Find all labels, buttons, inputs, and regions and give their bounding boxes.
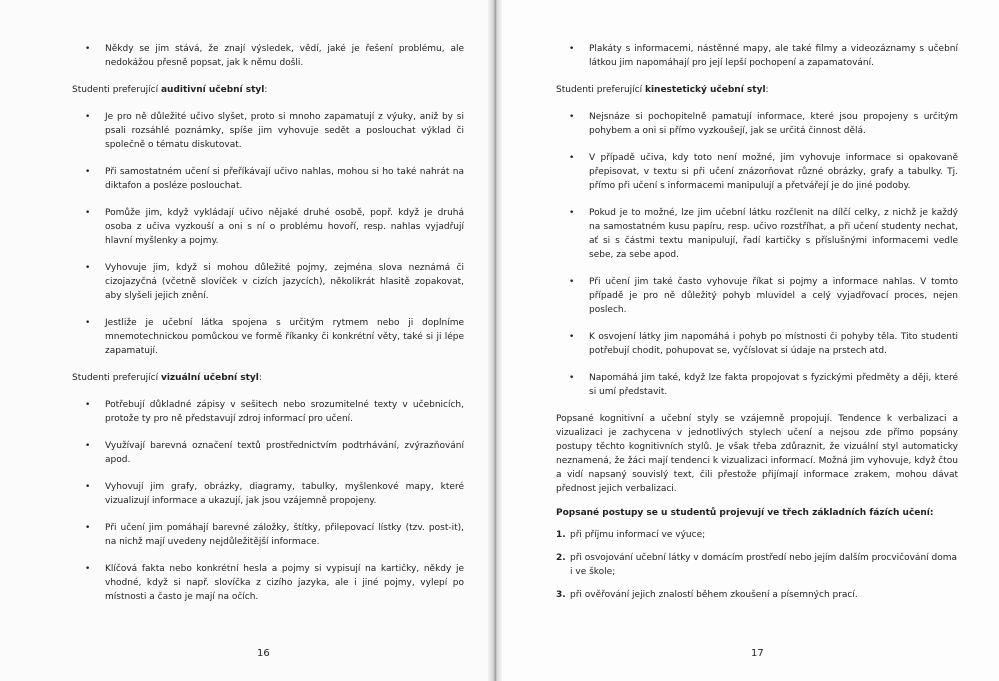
bullet-icon: • — [85, 564, 91, 574]
auditory-list — [72, 110, 464, 358]
list-item: • Při samostatném učení si přeříkávají učivo nahlas, mohou si ho také nahrát na diktafon a posléze poslouchat. — [85, 167, 464, 191]
list-item: • K osvojení látky jim napomáhá i pohyb po místnosti či pohyby těla. Tito studenti potřebují chodit, pohupovat se, vyčíslovat si údaje na prstech atd. — [569, 332, 958, 356]
list-item: • V případě učiva, kdy toto není možné, jim vyhovuje informace si opakovaně přepisovat, v textu si při učení znázorňovat různé obrázky, grafy a tabulky. Tj. přímo při učení s informacemi manipulují a přetvářejí je do jiné podoby. — [569, 153, 958, 191]
left-page — [0, 0, 494, 681]
bullet-icon: • — [85, 482, 91, 492]
list-item: • Využívají barevná označení textů prostřednictvím podtrhávání, zvýrazňování apod. — [85, 441, 464, 465]
list-item: • Někdy se jim stává, že znají výsledek, vědí, jaké je řešení problému, ale nedokážou přesně popsat, jak k němu došli. — [85, 44, 464, 68]
list-item: 3. při ověřování jejich znalostí během zkoušení a písemných prací. — [556, 590, 858, 600]
bullet-icon: • — [85, 208, 91, 218]
list-item: 2. při osvojování učební látky v domácím prostředí nebo jejím dalším procvičování doma i ve škole; — [556, 553, 958, 577]
list-item: • Klíčová fakta nebo konkrétní hesla a pojmy si vypisují na kartičky, někdy je vhodné, když si např. slovíčka z cizího jazyka, ale i jiné pojmy, vylepí po místnosti a často je mají na očích. — [85, 564, 464, 602]
book-gutter — [488, 0, 502, 681]
list-item: • Vyhovuje jim, když si mohou důležité pojmy, zejména slova neznámá či cizojazyčná (včetně slovíček v cizích jazycích), několikrát hlasitě zopakovat, aby slyšeli jejich znění. — [85, 263, 464, 301]
bullet-icon: • — [569, 153, 575, 163]
right-intro-list — [556, 42, 958, 70]
bullet-icon: • — [569, 44, 575, 54]
phases-list — [556, 528, 958, 602]
left-page-content — [72, 42, 464, 617]
bullet-icon: • — [85, 167, 91, 177]
bullet-icon: • — [85, 318, 91, 328]
bullet-icon: • — [569, 277, 575, 287]
page-number: 17 — [751, 648, 764, 659]
right-page — [494, 0, 999, 681]
right-page-content — [556, 42, 958, 611]
bullet-icon: • — [85, 400, 91, 410]
bullet-icon: • — [85, 523, 91, 533]
list-item: • Jestliže je učební látka spojena s určitým rytmem nebo ji doplníme mnemotechnickou pomůckou ve formě říkanky či konkrétní věty, také si ji lépe zapamatují. — [85, 318, 464, 356]
left-intro-list — [72, 42, 464, 70]
bullet-icon: • — [85, 263, 91, 273]
bullet-icon: • — [569, 373, 575, 383]
list-item: • Pomůže jim, když vykládají učivo nějaké druhé osobě, popř. když je druhá osoba z učiva vyzkouší a oni s ní o problému hovoří, resp. nahlas vyjadřují hlavní myšlenky a pojmy. — [85, 208, 464, 246]
list-item: • Pokud je to možné, lze jim učební látku rozčlenit na dílčí celky, z nichž je každý na samostatném kusu papíru, resp. učivo rozstříhat, a při učení studenty nechat, ať si s částmi textu manipulují, řadí kartičky s příslušnými informacemi vedle sebe, za sebe apod. — [569, 208, 958, 260]
list-item: • Napomáhá jim také, když lze fakta propojovat s fyzickými předměty a ději, které si umí představit. — [569, 373, 958, 397]
bullet-icon: • — [85, 112, 91, 122]
summary-paragraph: Popsané kognitivní a učební styly se vzájemně propojují. Tendence k verbalizaci a vizualizaci je zachycena v jednotlivých stylech učení a nejsou zde přímo popsány postupy těchto kognitivních stylů. Je však třeba zdůraznit, že vizuální styl automaticky neznamená, že žáci mají tendenci k vizualizaci informací. Možná jim vyhovuje, když čtou a vidí napsaný souvislý text, čili přestože přijímají informace zrakem, mohou dávat přednost jejich verbalizaci. — [556, 414, 958, 494]
bullet-icon: • — [85, 441, 91, 451]
page-number: 16 — [257, 648, 270, 659]
visual-list — [72, 398, 464, 604]
list-item: • Při učení jim pomáhají barevné záložky, štítky, přilepovací lístky (tzv. post-it), na nichž mají uvedeny nejdůležitější informace. — [85, 523, 464, 547]
list-item: • Potřebují důkladné zápisy v sešitech nebo srozumitelné texty v učebnicích, protože ty pro ně představují zdroj informací pro učení. — [85, 400, 464, 424]
bullet-icon: • — [569, 332, 575, 342]
list-item: • Nejsnáze si pochopitelně pamatují informace, které jsou propojeny s určitým pohybem a oni si přímo vyzkoušejí, jak se určitá činnost dělá. — [569, 112, 958, 136]
list-item: • Je pro ně důležité učivo slyšet, proto si mnoho zapamatují z výuky, aniž by si psali rozsáhlé poznámky, spíše jim vyhovuje sedět a poslouchat výklad či společně o tématu diskutovat. — [85, 112, 464, 150]
kinesthetic-list — [556, 110, 958, 399]
list-item: • Plakáty s informacemi, nástěnné mapy, ale také filmy a videozáznamy s učební látkou jim napomáhají pro její lepší pochopení a zapamatování. — [569, 44, 958, 68]
auditory-heading: Studenti preferující auditivní učební styl: — [72, 85, 268, 95]
list-item: • Vyhovují jim grafy, obrázky, diagramy, tabulky, myšlenkové mapy, které vizualizují informace a ukazují, jak jsou vzájemně propojeny. — [85, 482, 464, 506]
visual-heading: Studenti preferující vizuální učební styl: — [72, 373, 262, 383]
bullet-icon: • — [569, 208, 575, 218]
bullet-icon: • — [569, 112, 575, 122]
bullet-icon: • — [85, 44, 91, 54]
phases-heading: Popsané postupy se u studentů projevují ve třech základních fázích učení: — [556, 508, 934, 518]
list-item: • Při učení jim také často vyhovuje říkat si pojmy a informace nahlas. V tomto případě je pro ně důležitý pohyb mluvidel a celý vyjadřovací proces, nejen poslech. — [569, 277, 958, 315]
list-item: 1. při příjmu informací ve výuce; — [556, 530, 706, 540]
kinesthetic-heading: Studenti preferující kinestetický učební styl: — [556, 85, 769, 95]
